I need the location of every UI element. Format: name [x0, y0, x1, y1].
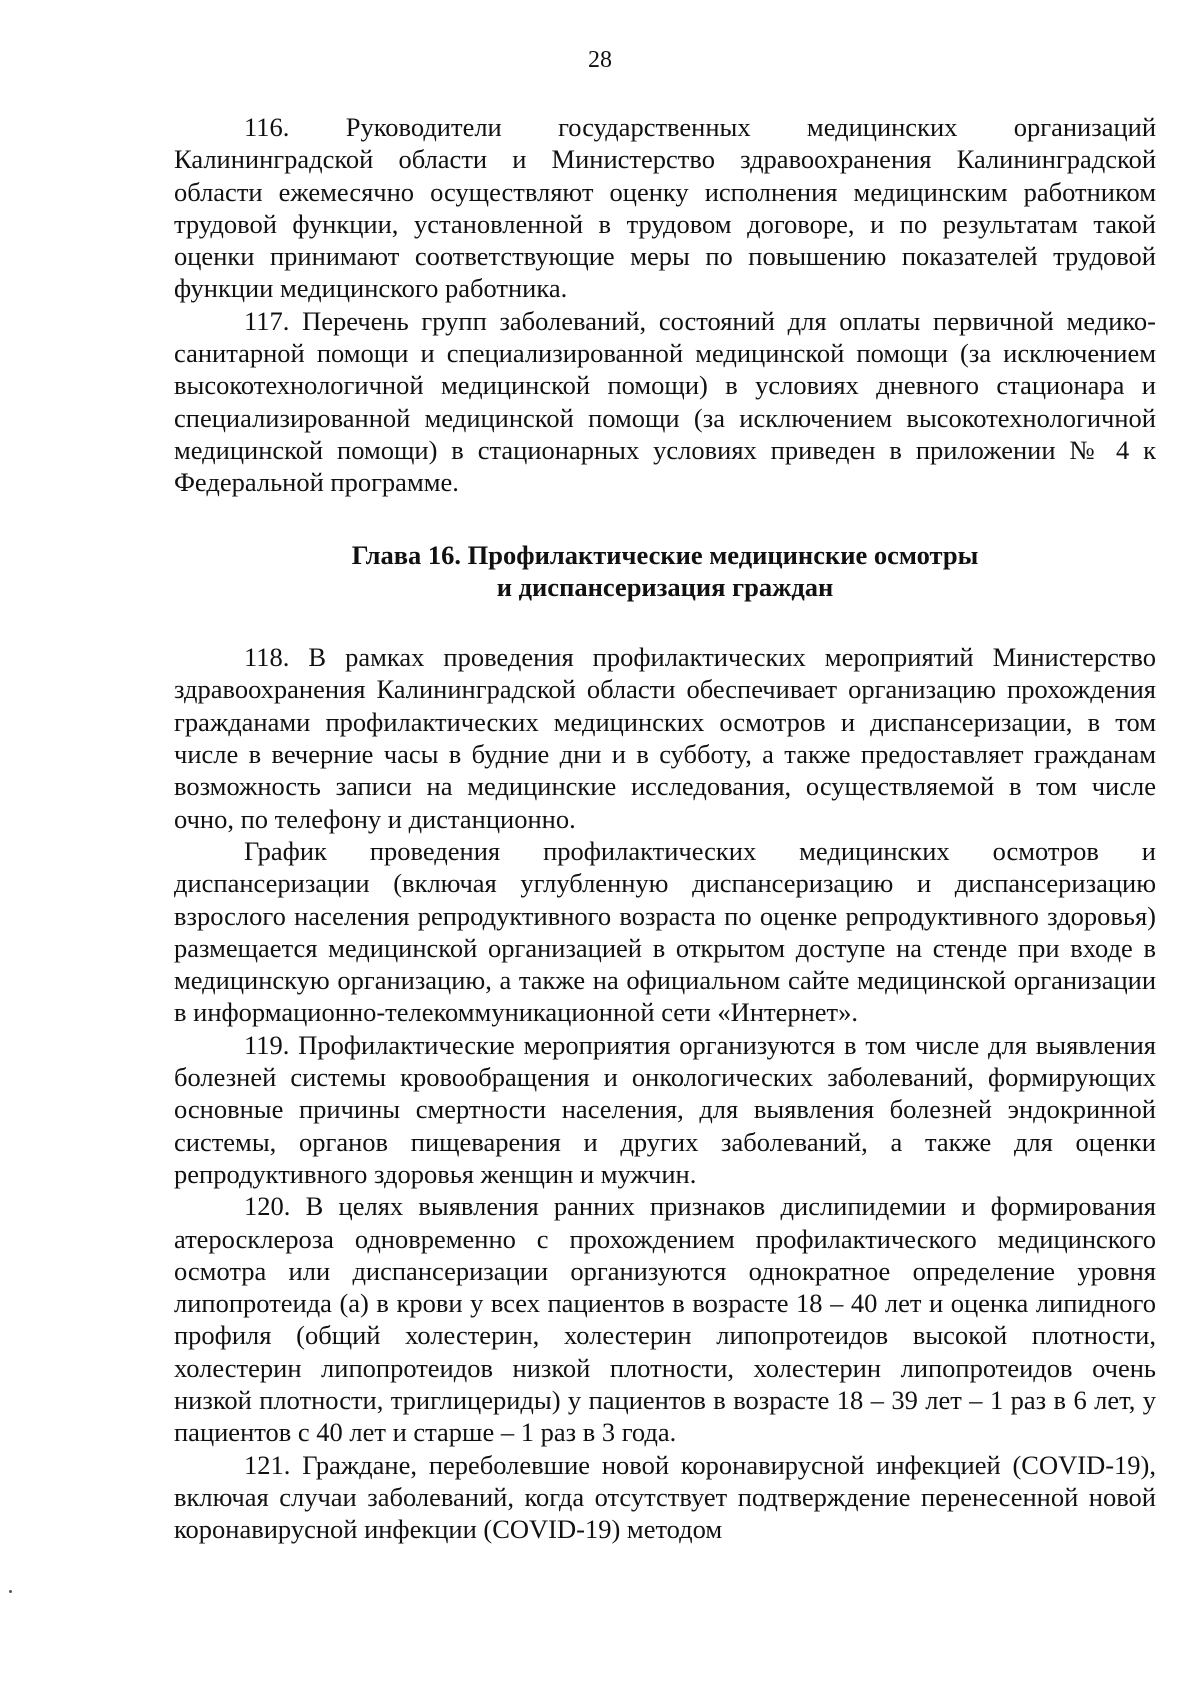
paragraph-116: 116. Руководители государственных медицинских организаций Калининградской области и Министерство здравоохранения Калининградской области ежемесячно осуществляют оценку исполнения медицинским работником трудовой функции, установленной в трудовом договоре, и по результатам такой оценки принимают соответствующие меры по повышению показателей трудовой функции медицинского работника. [174, 112, 1156, 304]
chapter-heading [174, 539, 1156, 604]
page-number: 28 [588, 47, 612, 73]
paragraph-118: 118. В рамках проведения профилактических мероприятий Министерство здравоохранения Калининградской области обеспечивает организацию прохождения гражданами профилактических медицинских осмотров и диспансеризации, в том числе в вечерние часы в будние дни и в субботу, а также предоставляет гражданам возможность записи на медицинские исследования, осуществляемой в том числе очно, по телефону и дистанционно. [174, 642, 1156, 834]
paragraph-119: 119. Профилактические мероприятия организуются в том числе для выявления болезней системы кровообращения и онкологических заболеваний, формирующих основные причины смертности населения, для выявления болезней эндокринной системы, органов пищеварения и других заболеваний, а также для оценки репродуктивного здоровья женщин и мужчин. [174, 1029, 1156, 1189]
scan-speck [9, 1590, 12, 1593]
chapter-heading-line-1: Глава 16. Профилактические медицинские осмотры [351, 539, 979, 570]
paragraph-117: 117. Перечень групп заболеваний, состояний для оплаты первичной медико-санитарной помощи и специализированной медицинской помощи (за исключением высокотехнологичной медицинской помощи) в условиях дневного стационара и специализированной медицинской помощи (за исключением высокотехнологичной медицинской помощи) в стационарных условиях приведен в приложении № 4 к Федеральной программе. [174, 305, 1156, 498]
chapter-heading-line-2: и диспансеризация граждан [496, 571, 834, 602]
paragraph-120: 120. В целях выявления ранних признаков дислипидемии и формирования атеросклероза одновременно с прохождением профилактического медицинского осмотра или диспансеризации организуются однократное определение уровня липопротеида (а) в крови у всех пациентов в возрасте 18 – 40 лет и оценка липидного профиля (общий холестерин, холестерин липопротеидов высокой плотности, холестерин липопротеидов низкой плотности, холестерин липопротеидов очень низкой плотности, триглицериды) у пациентов в возрасте 18 – 39 лет – 1 раз в 6 лет, у пациентов с 40 лет и старше – 1 раз в 3 года. [174, 1191, 1156, 1448]
paragraph-121: 121. Граждане, переболевшие новой коронавирусной инфекцией (COVID-19), включая случаи заболеваний, когда отсутствует подтверждение перенесенной новой коронавирусной инфекции (COVID-19) методом [174, 1449, 1156, 1545]
paragraph-schedule: График проведения профилактических медицинских осмотров и диспансеризации (включая углубленную диспансеризацию и диспансеризацию взрослого населения репродуктивного возраста по оценке репродуктивного здоровья) размещается медицинской организацией в открытом доступе на стенде при входе в медицинскую организацию, а также на официальном сайте медицинской организации в информационно-телекоммуникационной сети «Интернет». [174, 835, 1156, 1028]
page-body [174, 111, 1156, 1545]
